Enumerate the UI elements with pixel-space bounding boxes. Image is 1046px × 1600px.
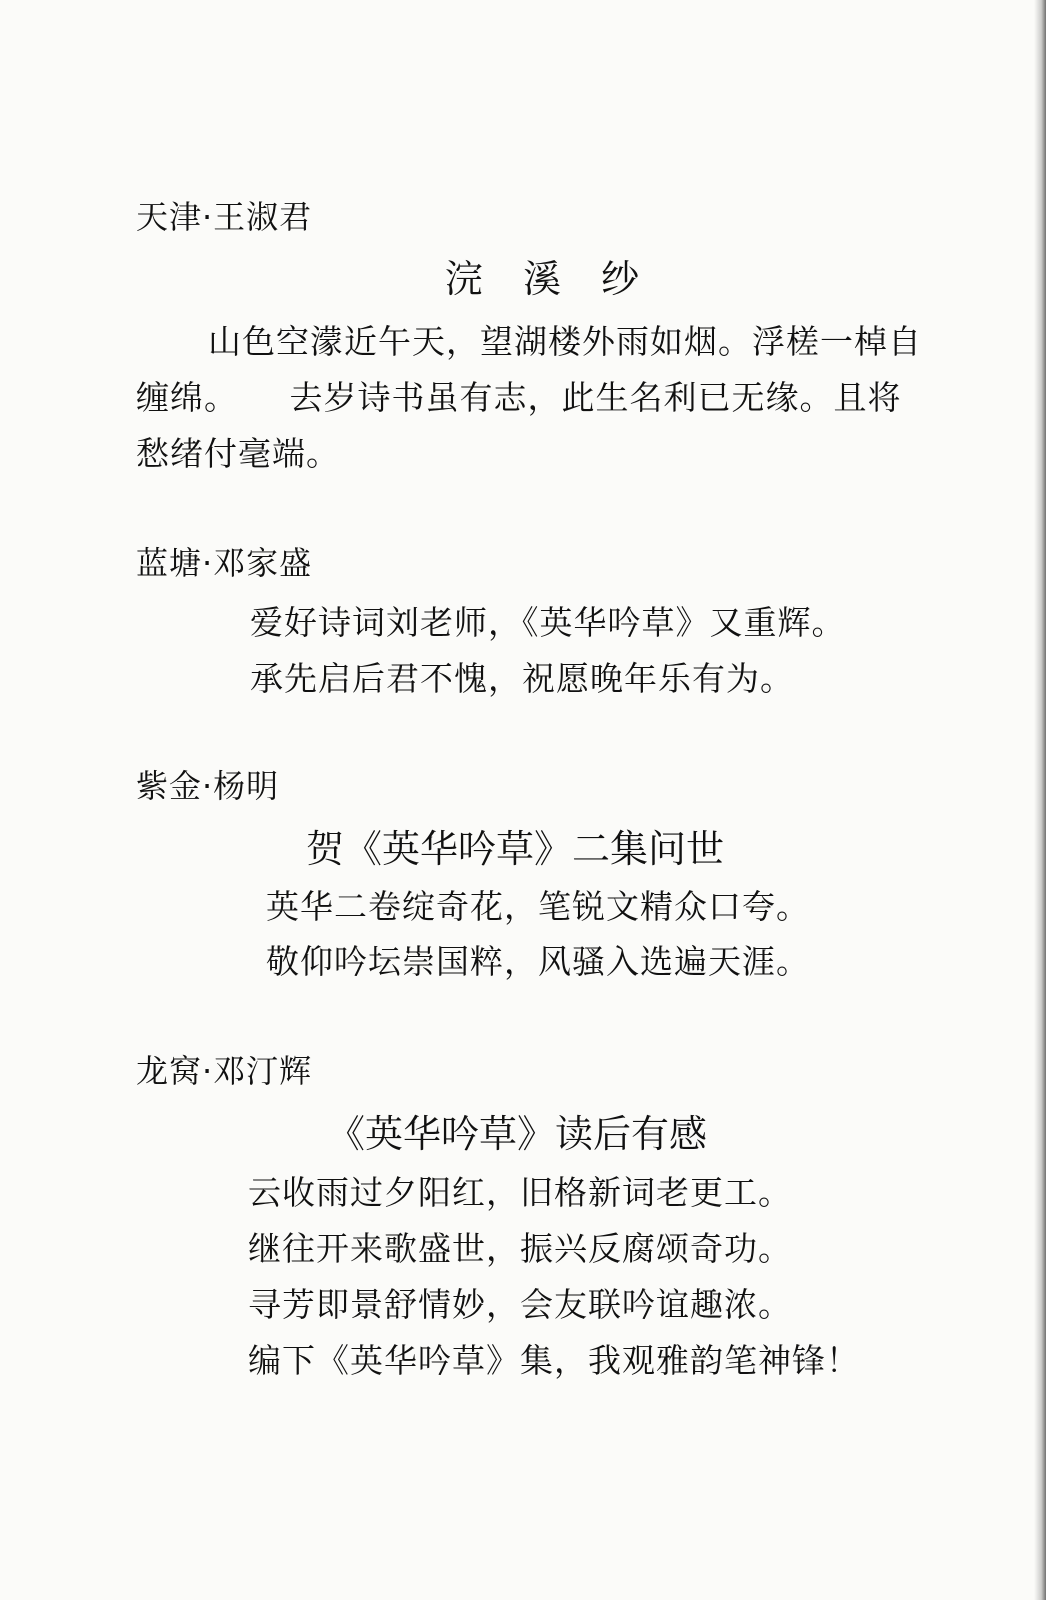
- poem-1-line-3: 愁绪付毫端。: [136, 434, 340, 473]
- poem-4-line-4: 编下《英华吟草》集，我观雅韵笔神锋！: [248, 1341, 860, 1380]
- page-edge-shadow: [1034, 0, 1046, 1600]
- author-4: 龙窝·邓汀辉: [136, 1052, 313, 1090]
- poem-1-line-1: 山色空濛近午天，望湖楼外雨如烟。浮槎一棹自: [208, 322, 922, 361]
- author-2: 蓝塘·邓家盛: [136, 544, 313, 582]
- poem-3-line-2: 敬仰吟坛崇国粹，风骚入选遍天涯。: [266, 942, 810, 981]
- poem-title-1: 浣 溪 纱: [444, 257, 654, 301]
- poem-2-line-2: 承先启后君不愧，祝愿晚年乐有为。: [250, 659, 794, 698]
- poem-3-line-1: 英华二卷绽奇花，笔锐文精众口夸。: [266, 887, 810, 926]
- poem-4-line-3: 寻芳即景舒情妙，会友联吟谊趣浓。: [248, 1285, 792, 1324]
- poem-title-3: 贺《英华吟草》二集问世: [305, 827, 724, 871]
- author-3: 紫金·杨明: [136, 767, 280, 805]
- poem-title-4: 《英华吟草》读后有感: [326, 1112, 707, 1156]
- poem-2-line-1: 爱好诗词刘老师，《英华吟草》又重辉。: [250, 603, 846, 642]
- author-1: 天津·王淑君: [136, 198, 313, 236]
- poem-1-line-2: 缠绵。 去岁诗书虽有志，此生名利已无缘。且将: [136, 378, 902, 417]
- poem-4-line-1: 云收雨过夕阳红，旧格新词老更工。: [248, 1173, 792, 1212]
- poem-4-line-2: 继往开来歌盛世，振兴反腐颂奇功。: [248, 1229, 792, 1268]
